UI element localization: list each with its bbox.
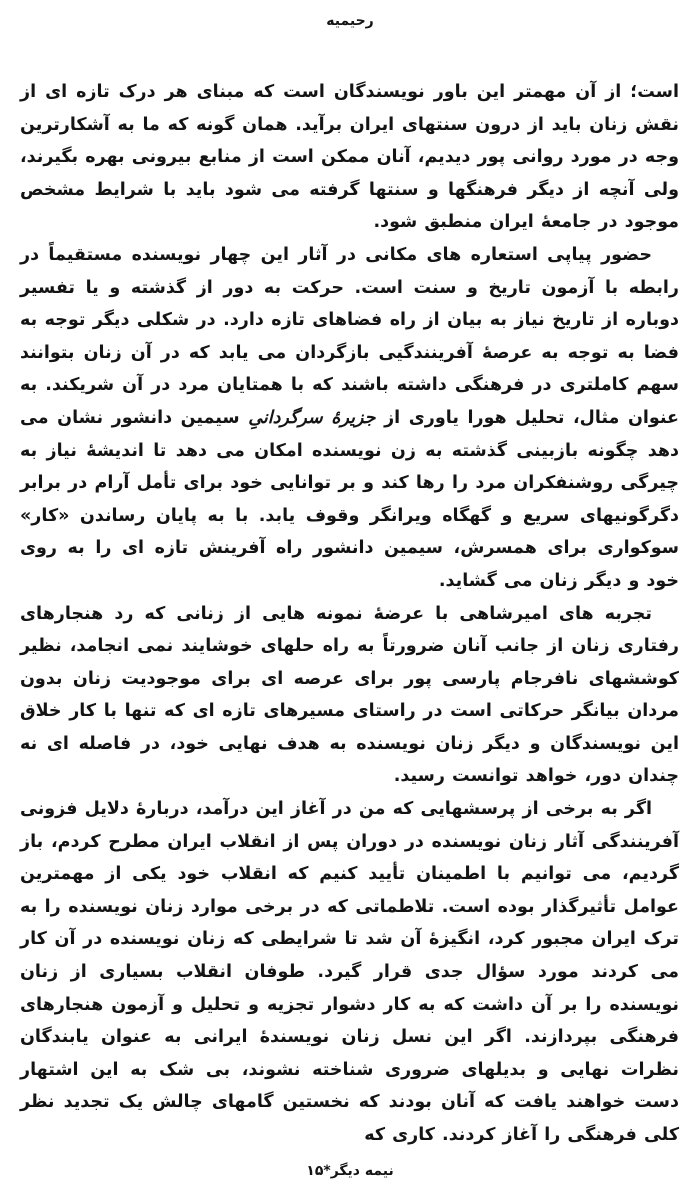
footer-journal-title-page-number: نیمه دیگر*۱۵ [306, 1163, 394, 1179]
paragraph [20, 239, 679, 598]
book-title-italic: جزیرهٔ سرگردانیِ [248, 407, 376, 428]
text-segment: است؛ از آن مهمتر این باور نویسندگان است که مبنای هر درک تازه ای از نقش زنان باید از درون سنتهای ایران برآید. همان گونه که ما به آشکارترین وجه در مورد روانی پور دیدیم، آنان ممکن است از منابع بیرونی بهره بگیرند، ولی آنچه از دیگر فرهنگها و سنتها گرفته می شود باید با شرایط مشخص موجود در جامعهٔ ایران منطبق شود. [20, 82, 679, 233]
text-segment: اگر به برخی از پرسشهایی که من در آغاز این درآمد، دربارهٔ دلایل فزونی آفرینندگی آثار زنان نویسنده در دوران پس از انقلاب ایران مطرح کردم، باز گردیم، می توانیم با اطمینان تأیید کنیم که انقلاب خود یکی از مهمترین عوامل تأثیرگذار بوده است. تلاطماتی که در برخی موارد زنان نویسنده را به ترک ایران مجبور کرد، انگیزهٔ آن شد تا شرایطی که زنان نویسنده در آن کار می کردند مورد سؤال جدی قرار گیرد. طوفان انقلاب بسیاری از زنان نویسنده را بر آن داشت که به کار دشوار تجزیه و تحلیل و آزمون هنجارهای فرهنگی بپردازند. اگر این نسل زنان نویسندهٔ ایرانی به عنوان یابندگان نظرات نهایی و بدیلهای ضروری شناخته نشوند، بی شک به این اشتهار دست خواهند یافت که آنان بودند که نخستین گامهای چالش یک تجدید نظر کلی فرهنگی را آغاز کردند. کاری که [20, 799, 679, 1145]
paragraph [20, 793, 679, 1152]
text-segment: تجربه های امیرشاهی با عرضهٔ نمونه هایی از زنانی که رد هنجارهای رفتاری زنان از جانب آنان ضرورتاً به راه حلهای خوشایند نمی انجامد، نظیر کوششهای نافرجام پارسی پور برای عرصه ای برای موجودیت زنان بدون مردان بیانگر حرکاتی است در راستای مسیرهای تازه ای که تنها با کار خلاق این نویسندگان و دیگر زنان نویسنده به هدف نهایی خود، در فاصله ای نه چندان دور، خواهد توانست رسید. [20, 603, 679, 787]
text-segment: حضور پیاپی استعاره های مکانی در آثار این چهار نویسنده مستقیماً در رابطه با آزمون تاریخ و سنت است. حرکت به دور از گذشته و یا تفسیر دوباره از تاریخ نیاز به بیان از راه فضاهای تازه دارد. در شکلی دیگر توجه به فضا به توجه به عرصهٔ آفرینندگیی بازگردان می یابد که در آن زنان بتوانند سهم کاملتری در فرهنگی داشته باشند که با همتایان مرد در آن شریکند. به عنوان مثال، تحلیل هورا یاوری از [20, 244, 679, 428]
paragraph [20, 598, 679, 794]
paragraph [20, 76, 679, 239]
text-segment: سیمین دانشور نشان می دهد چگونه بازبینی گذشته به زن نویسنده امکان می دهد تا اندیشهٔ نیاز به چیرگی روشنفکران مرد را رها کند و بر توانایی خود برای تأمل آرام در برابر دگرگونیهای سریع و گهگاه ویرانگر وقوف یابد. با به پایان رساندن «کار» سوکواری برای همسرش، سیمین دانشور راه آفرینش تازه ای را به روی خود و دیگر زنان می گشاید. [20, 407, 679, 591]
body-text [20, 76, 679, 1152]
running-header-author-name: رحیمیه [326, 13, 374, 29]
